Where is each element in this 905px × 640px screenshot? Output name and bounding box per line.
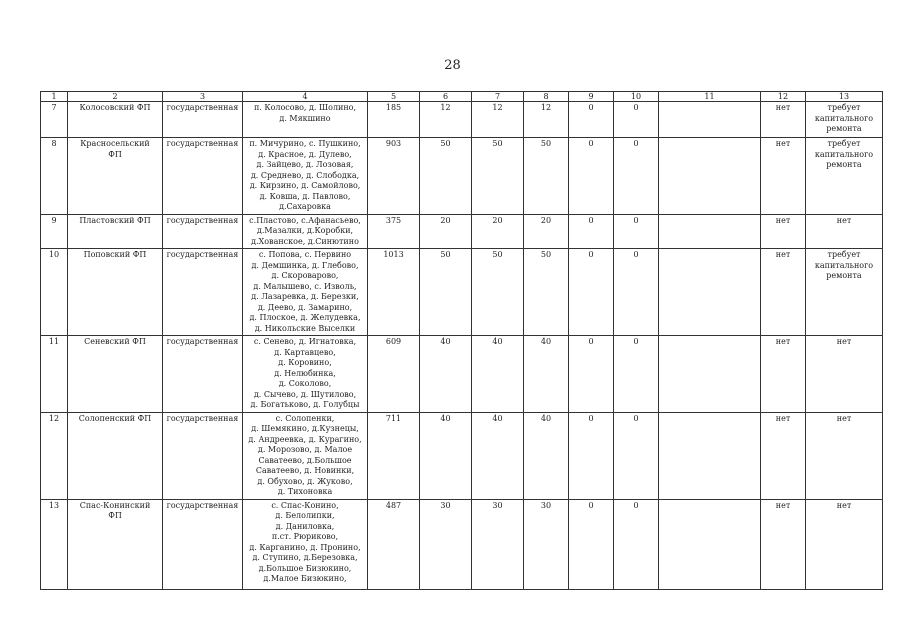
repair-status: нет — [806, 214, 883, 249]
served-settlements: п. Колосово, д. Шолино, д. Мякшино — [243, 102, 368, 138]
repair-status: требует капитального ремонта — [806, 138, 883, 215]
row-number: 8 — [41, 138, 68, 215]
cell-col-8: 20 — [524, 214, 569, 249]
cell-col-10: 0 — [614, 499, 659, 589]
column-header: 7 — [472, 92, 524, 102]
facility-name: Сеневский ФП — [68, 336, 163, 413]
cell-col-12: нет — [761, 336, 806, 413]
facility-name: Спас-Конинский ФП — [68, 499, 163, 589]
cell-col-11 — [659, 102, 761, 138]
cell-col-12: нет — [761, 249, 806, 336]
row-number: 10 — [41, 249, 68, 336]
table-row — [41, 336, 883, 413]
population-count: 711 — [368, 412, 420, 499]
population-count: 609 — [368, 336, 420, 413]
column-header: 9 — [569, 92, 614, 102]
cell-col-11 — [659, 138, 761, 215]
cell-col-12: нет — [761, 102, 806, 138]
cell-col-6: 30 — [420, 499, 472, 589]
cell-col-9: 0 — [569, 214, 614, 249]
repair-status: требует капитального ремонта — [806, 102, 883, 138]
cell-col-10: 0 — [614, 214, 659, 249]
cell-col-11 — [659, 499, 761, 589]
table-row — [41, 249, 883, 336]
facility-name: Красносельский ФП — [68, 138, 163, 215]
row-number: 9 — [41, 214, 68, 249]
cell-col-7: 40 — [472, 412, 524, 499]
column-header: 6 — [420, 92, 472, 102]
column-header: 5 — [368, 92, 420, 102]
column-number-row — [41, 92, 883, 102]
cell-col-9: 0 — [569, 412, 614, 499]
table-row — [41, 214, 883, 249]
column-header: 8 — [524, 92, 569, 102]
cell-col-7: 12 — [472, 102, 524, 138]
page-number: 28 — [444, 58, 461, 73]
cell-col-7: 50 — [472, 249, 524, 336]
facility-name: Пластовский ФП — [68, 214, 163, 249]
population-count: 185 — [368, 102, 420, 138]
population-count: 375 — [368, 214, 420, 249]
row-number: 11 — [41, 336, 68, 413]
cell-col-8: 30 — [524, 499, 569, 589]
ownership-type: государственная — [163, 214, 243, 249]
cell-col-6: 50 — [420, 249, 472, 336]
column-header: 13 — [806, 92, 883, 102]
population-count: 487 — [368, 499, 420, 589]
cell-col-11 — [659, 249, 761, 336]
cell-col-9: 0 — [569, 249, 614, 336]
cell-col-10: 0 — [614, 412, 659, 499]
served-settlements: п. Мичурино, с. Пушкино, д. Красное, д. Дулево, д. Зайцево, д. Лозовая, д. Среднево, д. Слободка, д. Кирзино, д. Самойлово, д. Ковша, д. Павлово, д.Сахаровка — [243, 138, 368, 215]
cell-col-9: 0 — [569, 499, 614, 589]
row-number: 12 — [41, 412, 68, 499]
table-row — [41, 499, 883, 589]
column-header: 1 — [41, 92, 68, 102]
ownership-type: государственная — [163, 138, 243, 215]
cell-col-8: 50 — [524, 138, 569, 215]
column-header: 11 — [659, 92, 761, 102]
cell-col-10: 0 — [614, 138, 659, 215]
cell-col-8: 40 — [524, 336, 569, 413]
served-settlements: с. Сенево, д. Игнатовка, д. Картавцево, д. Коровино, д. Нелюбинка, д. Соколово, д. Сычево, д. Шутилово, д. Богатьково, д. Голубцы — [243, 336, 368, 413]
repair-status: требует капитального ремонта — [806, 249, 883, 336]
cell-col-6: 12 — [420, 102, 472, 138]
cell-col-7: 50 — [472, 138, 524, 215]
column-header: 2 — [68, 92, 163, 102]
cell-col-9: 0 — [569, 336, 614, 413]
repair-status: нет — [806, 336, 883, 413]
cell-col-8: 50 — [524, 249, 569, 336]
facility-name: Колосовский ФП — [68, 102, 163, 138]
row-number: 7 — [41, 102, 68, 138]
served-settlements: с. Солопенки, д. Шемякино, д.Кузнецы, д. Андреевка, д. Курагино, д. Морозово, д. Малое Саватеево, д.Большое Саватеево, д. Новинки, д. Обухово, д. Жуково, д. Тихоновка — [243, 412, 368, 499]
facilities-table — [40, 91, 883, 590]
repair-status: нет — [806, 412, 883, 499]
ownership-type: государственная — [163, 499, 243, 589]
cell-col-12: нет — [761, 214, 806, 249]
cell-col-10: 0 — [614, 336, 659, 413]
cell-col-6: 50 — [420, 138, 472, 215]
cell-col-12: нет — [761, 412, 806, 499]
cell-col-6: 40 — [420, 336, 472, 413]
cell-col-12: нет — [761, 499, 806, 589]
column-header: 4 — [243, 92, 368, 102]
served-settlements: с. Попова, с. Первино д. Демшинка, д. Глебово, д. Скороварово, д. Малышево, с. Изволь, д. Лазаревка, д. Березки, д. Деево, д. Замарино, д. Плоское, д. Желудевка, д. Никольские Выселки — [243, 249, 368, 336]
ownership-type: государственная — [163, 102, 243, 138]
cell-col-7: 30 — [472, 499, 524, 589]
cell-col-9: 0 — [569, 138, 614, 215]
ownership-type: государственная — [163, 249, 243, 336]
facility-name: Солопенский ФП — [68, 412, 163, 499]
row-number: 13 — [41, 499, 68, 589]
population-count: 903 — [368, 138, 420, 215]
column-header: 12 — [761, 92, 806, 102]
cell-col-6: 40 — [420, 412, 472, 499]
served-settlements: с. Спас-Конино, д. Белолипки, д. Даниловка, п.ст. Рюриково, д. Карганино, д. Пронино, д. Ступино, д.Березовка, д.Большое Бизюкино, д.Малое Бизюкино, — [243, 499, 368, 589]
cell-col-8: 40 — [524, 412, 569, 499]
cell-col-10: 0 — [614, 249, 659, 336]
table-row — [41, 138, 883, 215]
cell-col-8: 12 — [524, 102, 569, 138]
ownership-type: государственная — [163, 412, 243, 499]
cell-col-7: 20 — [472, 214, 524, 249]
repair-status: нет — [806, 499, 883, 589]
cell-col-10: 0 — [614, 102, 659, 138]
cell-col-11 — [659, 214, 761, 249]
cell-col-9: 0 — [569, 102, 614, 138]
cell-col-12: нет — [761, 138, 806, 215]
cell-col-11 — [659, 412, 761, 499]
column-header: 10 — [614, 92, 659, 102]
column-header: 3 — [163, 92, 243, 102]
facility-name: Поповский ФП — [68, 249, 163, 336]
served-settlements: с.Пластово, с.Афанасьево, д.Мазалки, д.Коробки, д.Хованское, д.Синютино — [243, 214, 368, 249]
table-row — [41, 412, 883, 499]
cell-col-11 — [659, 336, 761, 413]
population-count: 1013 — [368, 249, 420, 336]
table-row — [41, 102, 883, 138]
cell-col-6: 20 — [420, 214, 472, 249]
ownership-type: государственная — [163, 336, 243, 413]
cell-col-7: 40 — [472, 336, 524, 413]
